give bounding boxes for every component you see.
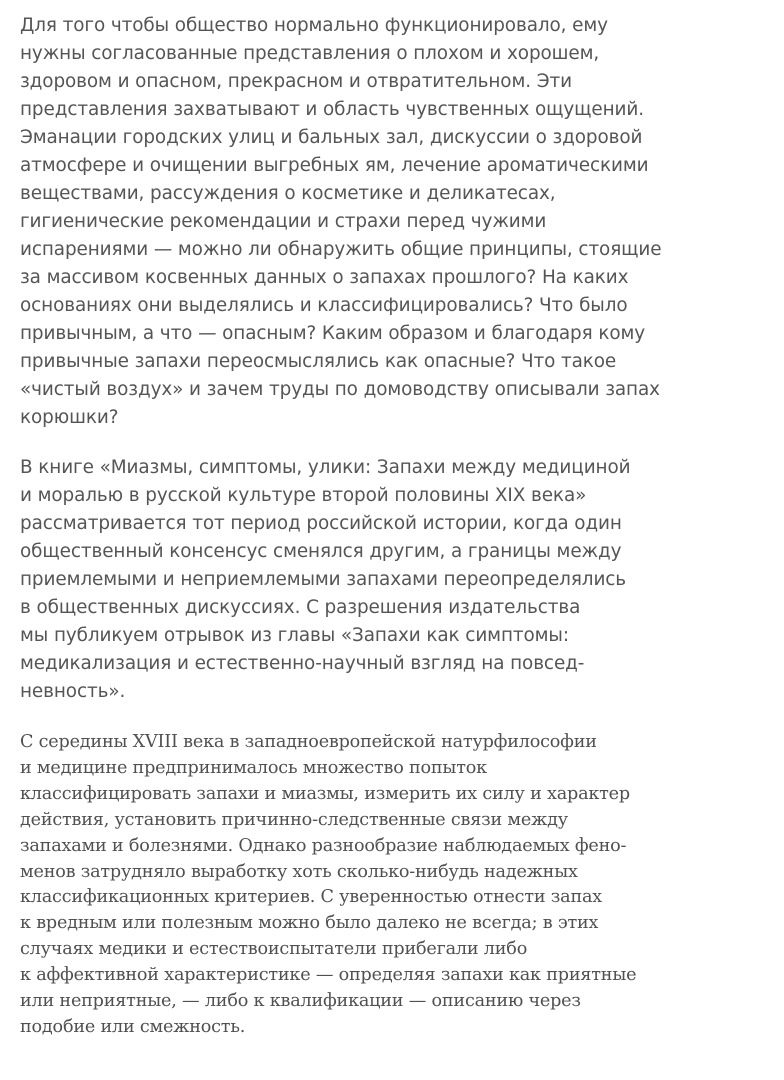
text-line: к аффективной характеристике — определяя запахи как приятные bbox=[20, 965, 637, 986]
text-line: за массивом косвенных данных о запахах прошлого? На каких bbox=[20, 267, 629, 288]
text-line: испарениями — можно ли обнаружить общие принципы, стоящие bbox=[20, 239, 662, 260]
text-line: и медицине предпринималось множество попыток bbox=[20, 757, 487, 778]
text-line: запахами и болезнями. Однако разнообразие наблюдаемых фено- bbox=[20, 835, 627, 856]
text-line: невность». bbox=[20, 681, 126, 702]
text-line: подобие или смежность. bbox=[20, 1016, 246, 1037]
text-line: представления захватывают и область чувственных ощущений. bbox=[20, 99, 644, 120]
text-line: или неприятные, — либо к квалификации — описанию через bbox=[20, 991, 581, 1012]
text-line: действия, установить причинно-следственные связи между bbox=[20, 809, 568, 830]
text-line: нужны согласованные представления о плохом и хорошем, bbox=[20, 43, 600, 64]
text-line: привычным, а что — опасным? Каким образом и благодаря кому bbox=[20, 323, 646, 344]
text-line: Эманации городских улиц и бальных зал, дискуссии о здоровой bbox=[20, 127, 643, 148]
text-line: гигиенические рекомендации и страхи перед чужими bbox=[20, 211, 547, 232]
text-line: корюшки? bbox=[20, 407, 119, 428]
text-line: мы публикуем отрывок из главы «Запахи как симптомы: bbox=[20, 625, 569, 646]
intro-paragraph-2 bbox=[20, 454, 770, 706]
text-line: основаниях они выделялись и классифицировались? Что было bbox=[20, 295, 628, 316]
body-paragraph-1 bbox=[20, 730, 770, 1041]
text-line: атмосфере и очищении выгребных ям, лечение ароматическими bbox=[20, 155, 649, 176]
article bbox=[20, 12, 770, 1041]
text-line: медикализация и естественно-научный взгляд на повсед- bbox=[20, 653, 585, 674]
text-line: привычные запахи переосмыслялись как опасные? Что такое bbox=[20, 351, 617, 372]
text-line: классификационных критериев. С уверенностью отнести запах bbox=[20, 887, 603, 908]
text-line: здоровом и опасном, прекрасном и отвратительном. Эти bbox=[20, 71, 572, 92]
text-line: к вредным или полезным можно было далеко не всегда; в этих bbox=[20, 913, 599, 934]
intro-paragraph-1 bbox=[20, 12, 770, 432]
text-line: и моралью в русской культуре второй половины XIX века» bbox=[20, 485, 587, 506]
text-line: приемлемыми и неприемлемыми запахами переопределялись bbox=[20, 569, 627, 590]
text-line: веществами, рассуждения о косметике и деликатесах, bbox=[20, 183, 556, 204]
text-line: менов затрудняло выработку хоть сколько-нибудь надежных bbox=[20, 861, 578, 882]
text-line: В книге «Миазмы, симптомы, улики: Запахи между медициной bbox=[20, 457, 631, 478]
text-line: рассматривается тот период российской истории, когда один bbox=[20, 513, 622, 534]
text-line: «чистый воздух» и зачем труды по домоводству описывали запах bbox=[20, 379, 660, 400]
text-line: общественный консенсус сменялся другим, а границы между bbox=[20, 541, 622, 562]
text-line: классифицировать запахи и миазмы, измерить их силу и характер bbox=[20, 783, 630, 804]
text-line: Для того чтобы общество нормально функционировало, ему bbox=[20, 15, 608, 36]
text-line: С середины XVIII века в западноевропейской натурфилософии bbox=[20, 732, 597, 752]
text-line: случаях медики и естествоиспытатели прибегали либо bbox=[20, 939, 528, 960]
text-line: в общественных дискуссиях. С разрешения издательства bbox=[20, 597, 581, 618]
